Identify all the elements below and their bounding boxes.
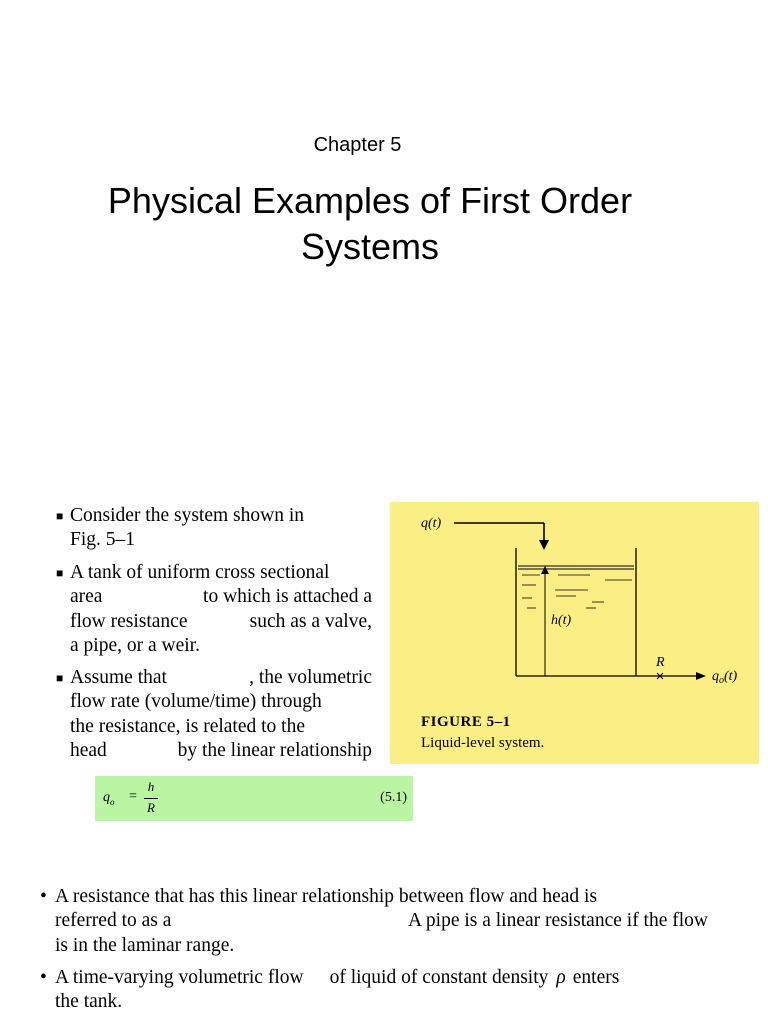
bullet-time-varying-flow xyxy=(40,966,708,1015)
title-line-1: Physical Examples of First Order xyxy=(107,180,633,221)
equation-denominator: R xyxy=(147,800,155,815)
fraction-bar xyxy=(144,798,158,799)
title-line-2: Systems xyxy=(300,226,440,267)
equation-5-1 xyxy=(95,776,413,821)
equation-equals: = xyxy=(129,789,137,804)
bullet-assume xyxy=(56,666,372,763)
label-outflow: $q_o(t)$ xyxy=(712,669,738,686)
round-bullet-icon: • xyxy=(40,886,47,907)
chapter-label: Chapter 5 xyxy=(313,134,402,156)
bullet-line: A tank of uniform cross sectional xyxy=(70,562,330,583)
figure-caption-number: FIGURE 5–1 xyxy=(421,714,511,730)
bullet-line: Consider the system shown in xyxy=(70,505,304,526)
page-title xyxy=(40,178,700,270)
bullet-line: area to which is attached a xyxy=(70,586,372,608)
label-inflow: q(t) xyxy=(421,516,442,531)
label-resistance: R xyxy=(656,655,665,670)
square-bullet-icon: ■ xyxy=(56,671,64,685)
figure-liquid-level-system xyxy=(390,502,759,764)
equation-numerator: h xyxy=(147,779,155,794)
bullet-line: Assume that , the volumetric xyxy=(70,667,372,688)
inflow-arrowhead-icon xyxy=(539,540,549,550)
head-arrowhead-icon xyxy=(541,566,549,574)
bullet-line: is in the laminar range. xyxy=(55,934,235,956)
round-bullet-icon: • xyxy=(40,967,47,988)
bullet-line: the resistance, is related to the xyxy=(70,715,305,737)
bullet-line: referred to as a A pipe is a linear resistance if the flow xyxy=(55,910,708,932)
label-head: h(t) xyxy=(551,613,572,628)
bullet-line: the tank. xyxy=(55,991,123,1013)
outflow-arrowhead-icon xyxy=(696,672,706,680)
equation-lhs: $q_o$ xyxy=(103,790,115,807)
bullet-consider xyxy=(56,504,372,553)
bullet-tank xyxy=(56,561,372,658)
bullet-line: Fig. 5–1 xyxy=(70,529,136,551)
bullet-line: A time-varying volumetric flow of liquid of constant density ρ enters xyxy=(55,967,620,988)
bullet-line: A resistance that has this linear relationship between flow and head is xyxy=(55,886,598,907)
equation-tag: (5.1) xyxy=(380,790,407,805)
figure-caption-text: Liquid-level system. xyxy=(421,735,545,751)
bullet-line: flow resistance such as a valve, xyxy=(70,610,372,632)
bullet-linear-resistance xyxy=(40,885,708,958)
bullet-line: a pipe, or a weir. xyxy=(70,634,200,656)
square-bullet-icon: ■ xyxy=(56,509,64,523)
bullet-line: flow rate (volume/time) through xyxy=(70,691,322,713)
bullet-line: head by the linear relationship xyxy=(70,739,372,761)
square-bullet-icon: ■ xyxy=(56,566,64,580)
